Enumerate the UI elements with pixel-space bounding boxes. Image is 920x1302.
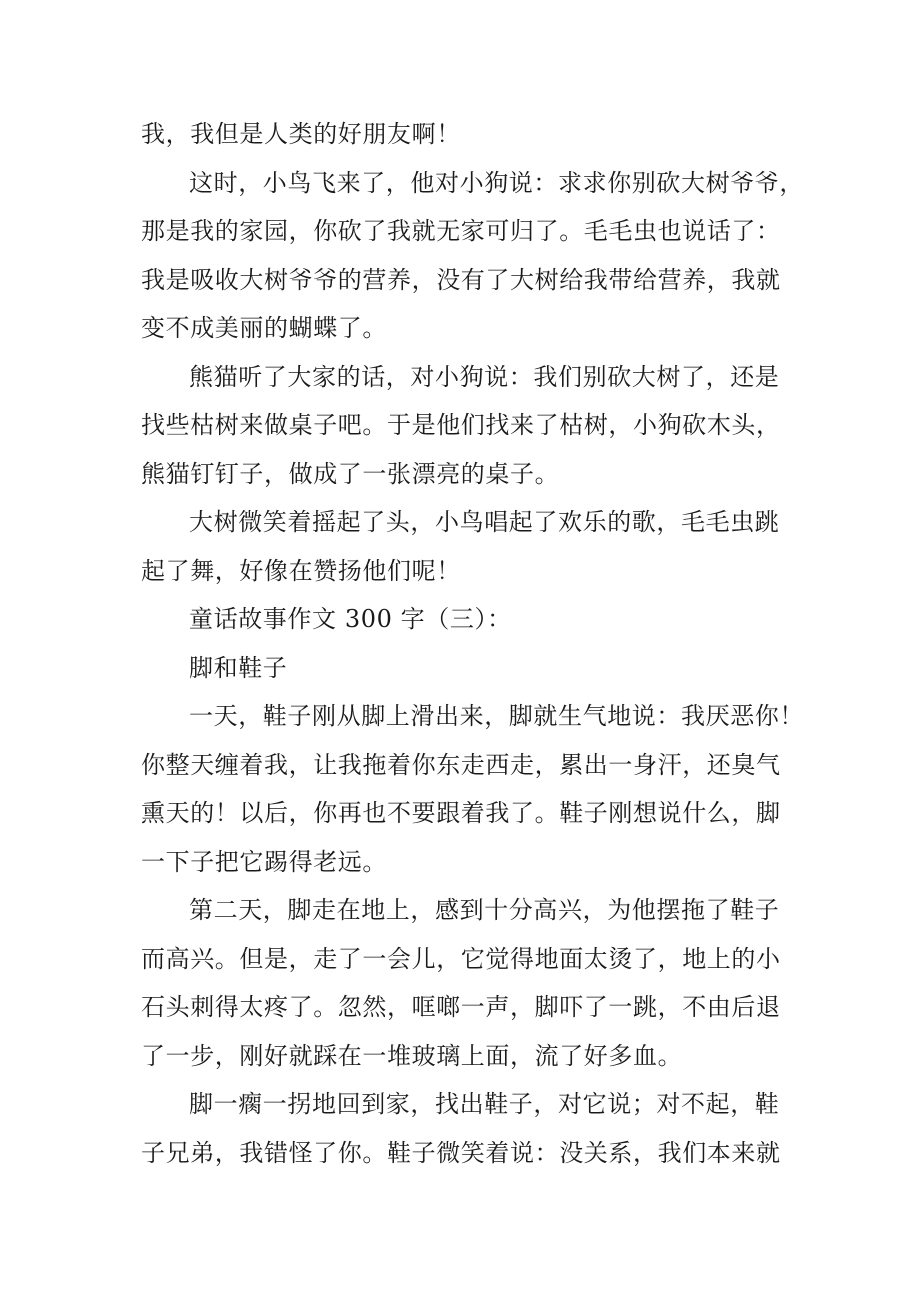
text-line: 一天，鞋子刚从脚上滑出来，脚就生气地说：我厌恶你！: [189, 702, 804, 730]
story-text: [141, 110, 804, 1177]
text-line: 大树微笑着摇起了头，小鸟唱起了欢乐的歌，毛毛虫跳: [189, 508, 780, 536]
text-line: 那是我的家园，你砍了我就无家可归了。毛毛虫也说话了：: [141, 217, 781, 245]
text-line: 变不成美丽的蝴蝶了。: [141, 314, 387, 342]
text-line: 脚一瘸一拐地回到家，找出鞋子，对它说；对不起，鞋: [189, 1090, 780, 1118]
section-title: 童话故事作文 300 字（三）：: [189, 605, 512, 633]
text-line: 了一步，刚好就踩在一堆玻璃上面，流了好多血。: [141, 1041, 683, 1070]
text-line: 熊猫钉钉子，做成了一张漂亮的桌子。: [141, 459, 560, 488]
text-line: 找些枯树来做桌子吧。于是他们找来了枯树，小狗砍木头，: [141, 411, 781, 439]
text-line: 我，我但是人类的好朋友啊！: [141, 120, 461, 148]
text-line: 熊猫听了大家的话，对小狗说：我们别砍大树了，还是: [189, 362, 780, 391]
text-line: 熏天的！以后，你再也不要跟着我了。鞋子刚想说什么，脚: [141, 799, 781, 827]
story-title: 脚和鞋子: [189, 653, 288, 682]
text-line: 一下子把它踢得老远。: [141, 847, 387, 876]
text-line: 石头刺得太疼了。忽然，哐啷一声，脚吓了一跳，不由后退: [141, 993, 781, 1021]
text-line: 你整天缠着我，让我拖着你东走西走，累出一身汗，还臭气: [141, 750, 781, 779]
text-line: 子兄弟，我错怪了你。鞋子微笑着说：没关系，我们本来就: [141, 1138, 781, 1167]
text-line: 起了舞，好像在赞扬他们呢！: [141, 556, 461, 585]
text-line: 我是吸收大树爷爷的营养，没有了大树给我带给营养，我就: [141, 265, 781, 294]
text-line: 而高兴。但是，走了一会儿，它觉得地面太烫了，地上的小: [141, 944, 781, 973]
text-line: 这时，小鸟飞来了，他对小狗说：求求你别砍大树爷爷，: [189, 168, 804, 197]
text-line: 第二天，脚走在地上，感到十分高兴，为他摆拖了鞋子: [189, 896, 780, 924]
